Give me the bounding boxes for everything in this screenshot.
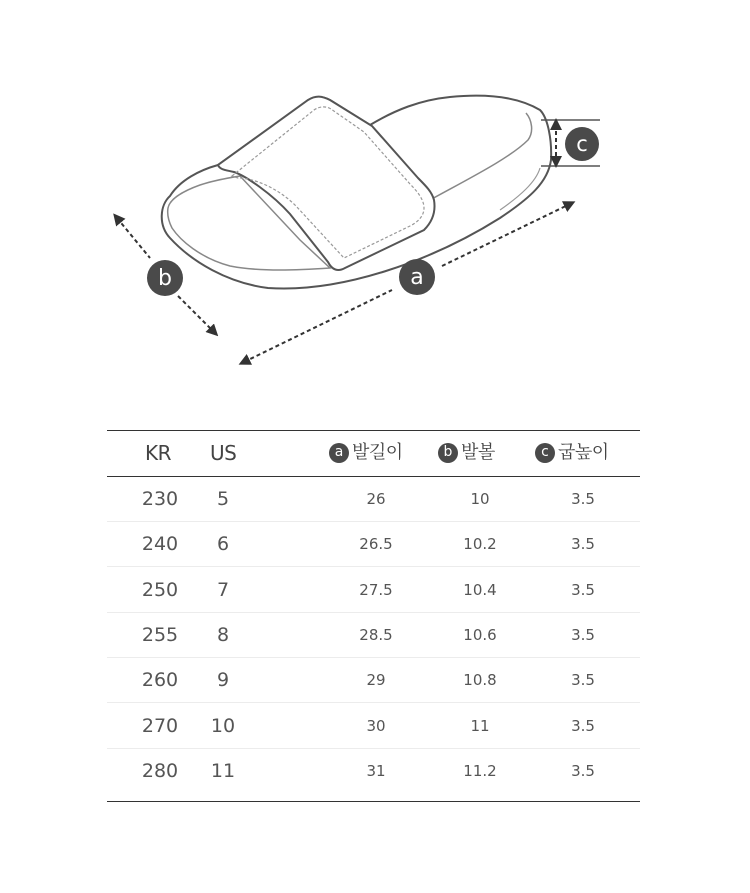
row-divider [107, 566, 640, 567]
table-row [107, 749, 640, 794]
cell-width: 10.8 [463, 671, 497, 689]
table-bottom-rule [107, 801, 640, 802]
header-width-badge: b [438, 443, 458, 463]
cell-width: 11 [470, 717, 490, 735]
cell-us: 11 [210, 760, 236, 782]
table-row [107, 477, 640, 522]
header-kr: KR [145, 441, 172, 465]
cell-us: 10 [210, 715, 236, 737]
header-length-label: 발길이 [352, 442, 403, 463]
row-divider [107, 702, 640, 703]
cell-width: 10.2 [463, 535, 497, 553]
header-heel [535, 430, 609, 476]
cell-width: 10.6 [463, 626, 497, 644]
cell-kr: 240 [141, 533, 179, 555]
header-us: US [210, 441, 237, 465]
cell-heel: 3.5 [571, 671, 595, 689]
cell-heel: 3.5 [571, 626, 595, 644]
cell-us: 9 [216, 669, 230, 691]
cell-length: 30 [366, 717, 386, 735]
cell-us: 5 [216, 488, 230, 510]
cell-us: 8 [216, 624, 230, 646]
cell-kr: 270 [141, 715, 179, 737]
cell-kr: 255 [141, 624, 179, 646]
cell-width: 10 [470, 490, 490, 508]
header-length-badge: a [329, 443, 349, 463]
cell-length: 26.5 [359, 535, 393, 553]
cell-length: 26 [366, 490, 386, 508]
table-row [107, 522, 640, 567]
cell-kr: 280 [141, 760, 179, 782]
cell-width: 10.4 [463, 581, 497, 599]
cell-heel: 3.5 [571, 717, 595, 735]
heel-label: c [576, 132, 588, 156]
header-length [329, 430, 403, 476]
cell-heel: 3.5 [571, 581, 595, 599]
header-heel-badge: c [535, 443, 555, 463]
header-heel-label: 굽높이 [558, 442, 609, 463]
cell-us: 7 [216, 579, 230, 601]
slipper-illustration [162, 96, 551, 289]
cell-kr: 250 [141, 579, 179, 601]
header-width-label: 발볼 [461, 442, 495, 463]
cell-kr: 230 [141, 488, 179, 510]
cell-heel: 3.5 [571, 762, 595, 780]
cell-length: 28.5 [359, 626, 393, 644]
cell-length: 29 [366, 671, 386, 689]
cell-width: 11.2 [463, 762, 497, 780]
width-label: b [158, 266, 172, 291]
table-row [107, 613, 640, 658]
header-width [438, 430, 495, 476]
cell-heel: 3.5 [571, 490, 595, 508]
slipper-diagram [0, 0, 750, 400]
length-label: a [410, 265, 424, 290]
table-row [107, 658, 640, 703]
cell-us: 6 [216, 533, 230, 555]
cell-heel: 3.5 [571, 535, 595, 553]
cell-length: 27.5 [359, 581, 393, 599]
cell-kr: 260 [141, 669, 179, 691]
table-row [107, 568, 640, 613]
cell-length: 31 [366, 762, 386, 780]
table-row [107, 704, 640, 749]
